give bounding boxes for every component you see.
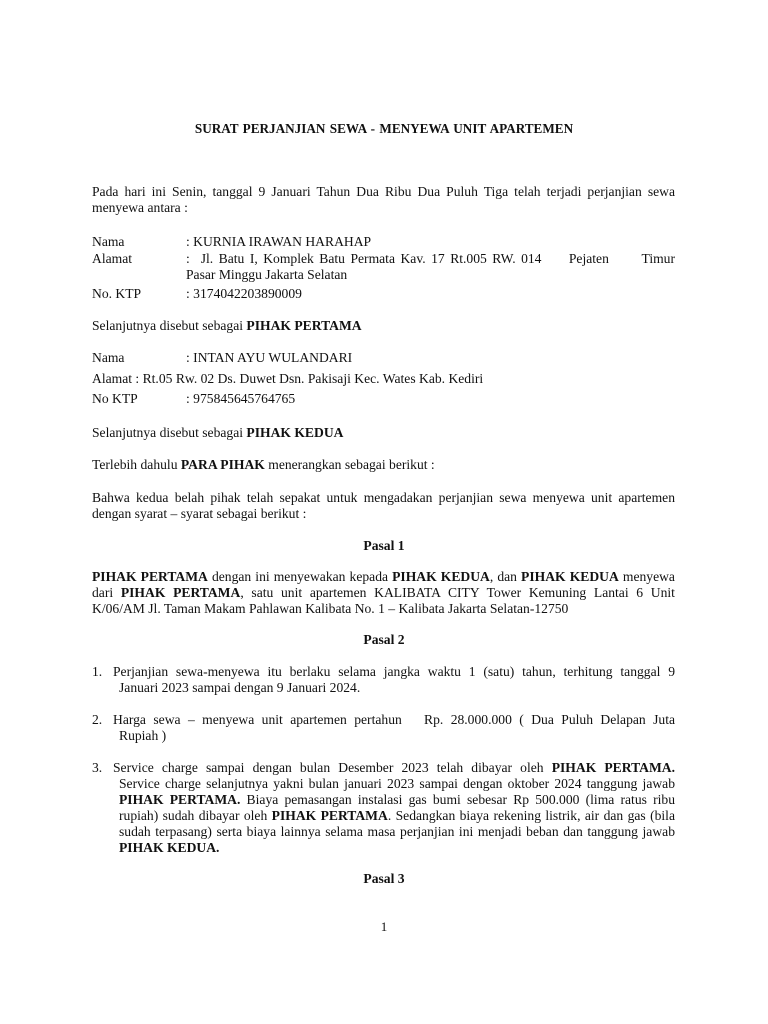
item-number: 3. [92,760,103,775]
alamat-value-line2: Pasar Minggu Jakarta Selatan [186,267,348,282]
item-text [113,760,675,776]
bold-text: PIHAK PERTAMA [120,585,241,600]
nama-value: : INTAN AYU WULANDARI [186,350,353,365]
document-title: SURAT PERJANJIAN SEWA - MENYEWA UNIT APARTEMEN [194,121,574,136]
body-text: menyewa dari [92,569,675,600]
sebutan-pihak-kedua: PIHAK KEDUA [246,425,344,440]
nama-label: Nama [92,350,125,365]
bold-text: PIHAK PERTAMA. [551,760,676,775]
terlebih-prefix: Terlebih dahulu [92,457,181,472]
bold-text: PIHAK KEDUA [392,569,490,584]
pasal-2-item-2-continuation: Rupiah ) [119,728,167,743]
para-pihak: PARA PIHAK [180,457,265,472]
pasal-1-heading: Pasal 1 [363,538,405,553]
body-text: dengan ini menyewakan kepada [207,569,393,584]
item-number: 2. [92,712,103,727]
bold-text: PIHAK PERTAMA [271,808,388,823]
pihak-pertama-sebutan [92,318,675,334]
pasal-2-item-1 [92,664,675,680]
body-text: Biaya pemasangan instalasi gas bumi sebesar Rp 500.000 (lima ratus ribu rupiah) sudah dibayar oleh [119,792,675,823]
intro-paragraph: Pada hari ini Senin, tanggal 9 Januari Tahun Dua Ribu Dua Puluh Tiga telah terjadi perjanjian sewa menyewa antara : [92,184,675,215]
ktp-value: : 3174042203890009 [186,286,302,301]
pihak-pertama-ktp-row [92,286,675,302]
sebutan-prefix: Selanjutnya disebut sebagai [92,425,247,440]
terlebih-paragraph [92,457,675,473]
pihak-pertama-nama-row [92,234,675,250]
item-text: Harga sewa – menyewa unit apartemen pertahun Rp. 28.000.000 ( Dua Puluh Delapan Juta [113,712,675,727]
item-text: Perjanjian sewa-menyewa itu berlaku selama jangka waktu 1 (satu) tahun, terhitung tanggal 9 [113,664,675,679]
bold-text: PIHAK PERTAMA. [119,792,241,807]
bahwa-paragraph: Bahwa kedua belah pihak telah sepakat untuk mengadakan perjanjian sewa menyewa unit apartemen dengan syarat – syarat sebagai berikut : [92,490,675,521]
body-text: , satu unit apartemen KALIBATA CITY Tower Kemuning Lantai 6 Unit K/06/AM Jl. Taman Makam Pahlawan Kalibata No. 1 – Kalibata Jakarta Selatan-12750 [92,585,675,616]
ktp-value: : 975845645764765 [186,391,296,406]
page-number: 1 [380,919,388,934]
alamat-label: Alamat [92,251,133,266]
bold-text: PIHAK KEDUA. [119,840,220,855]
body-text: . Sedangkan biaya rekening listrik, air dan gas (bila sudah terpasang) serta biaya lainnya selama masa perjanjian ini menjadi beban dan tanggung jawab [119,808,675,839]
nama-label: Nama [92,234,125,249]
terlebih-suffix: menerangkan sebagai berikut : [264,457,435,472]
sebutan-pihak-pertama: PIHAK PERTAMA [246,318,362,333]
pasal-2-item-3 [92,760,675,776]
bold-text: PIHAK PERTAMA [92,569,208,584]
ktp-label: No KTP [92,391,138,406]
body-text: , dan [489,569,522,584]
body-text: Service charge selanjutnya yakni bulan januari 2023 sampai dengan oktober 2024 tanggung jawab [119,776,675,791]
nama-value: : KURNIA IRAWAN HARAHAP [186,234,372,249]
pihak-kedua-ktp-row [92,391,675,407]
item-number: 1. [92,664,103,679]
pihak-kedua-nama-row [92,350,675,366]
item-text-part: Service charge sampai dengan bulan Desember 2023 telah dibayar oleh [113,760,544,775]
pihak-pertama-alamat-row [92,251,675,283]
pihak-kedua-alamat: Alamat : Rt.05 Rw. 02 Ds. Duwet Dsn. Pakisaji Kec. Wates Kab. Kediri [92,371,484,386]
alamat-value-line1: : Jl. Batu I, Komplek Batu Permata Kav. 17 Rt.005 RW. 014 Pejaten Timur [186,251,675,266]
sebutan-prefix: Selanjutnya disebut sebagai [92,318,247,333]
pasal-3-heading: Pasal 3 [363,871,405,886]
pihak-kedua-sebutan [92,425,675,441]
pasal-2-heading: Pasal 2 [363,632,405,647]
ktp-label: No. KTP [92,286,142,301]
pasal-2-item-2 [92,712,675,728]
bold-text: PIHAK KEDUA [521,569,619,584]
pasal-2-item-3-continuation [119,776,675,856]
pasal-1-body [92,569,675,617]
pasal-2-item-1-continuation: Januari 2023 sampai dengan 9 Januari 2024. [119,680,361,695]
